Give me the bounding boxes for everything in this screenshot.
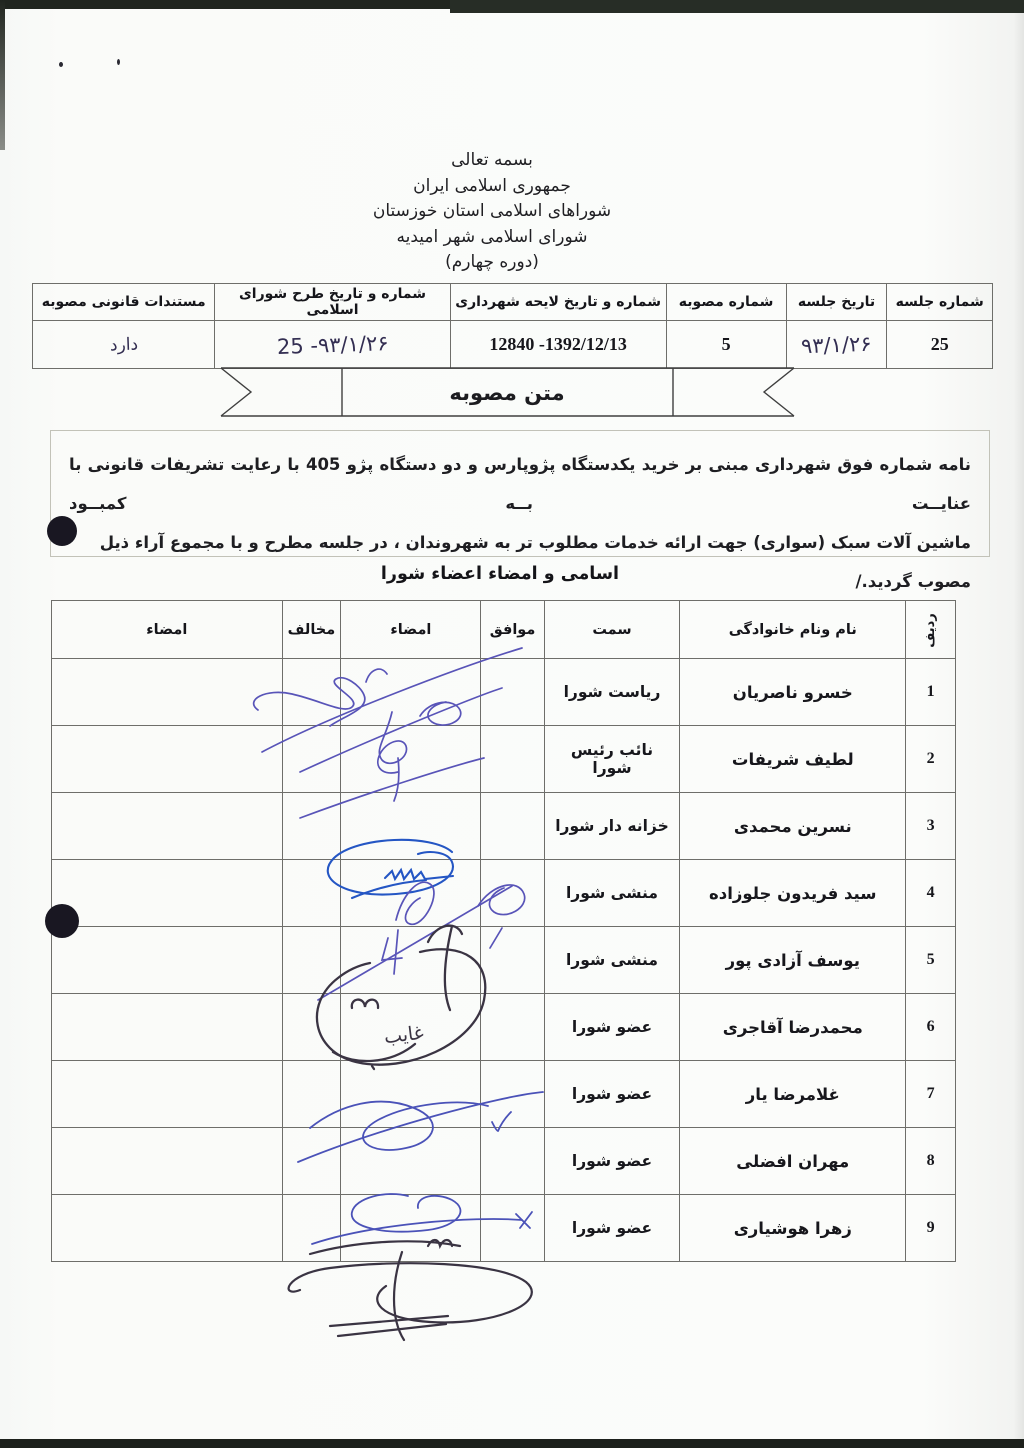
col-signature-disagree: امضاء bbox=[52, 601, 283, 659]
member-position: عضو شورا bbox=[544, 1061, 680, 1128]
ribbon-left-chevron-icon bbox=[221, 368, 251, 416]
member-name: خسرو ناصریان bbox=[680, 659, 906, 726]
member-name: زهرا هوشیاری bbox=[680, 1195, 906, 1262]
legal-docs-label: مستندات قانونی مصوبه bbox=[33, 284, 215, 321]
members-signature-table bbox=[51, 600, 956, 1262]
session-date-label: تاریخ جلسه bbox=[786, 284, 887, 321]
table-row: 9 زهرا هوشیاری عضو شورا bbox=[52, 1195, 956, 1262]
scan-edge-top-dark bbox=[450, 0, 1024, 13]
ribbon-right-chevron-icon bbox=[764, 368, 794, 416]
table-row: 1 خسرو ناصریان ریاست شورا bbox=[52, 659, 956, 726]
col-agree: موافق bbox=[481, 601, 544, 659]
council-plan-handwritten: ۹۳/۱/۲۶- 25 bbox=[276, 330, 389, 359]
member-name: مهران افضلی bbox=[680, 1128, 906, 1195]
absent-handwriting: غایب bbox=[382, 1021, 425, 1049]
table-row: 6 محمدرضا آقاجری عضو شورا bbox=[52, 994, 956, 1061]
col-row-number: ردیف bbox=[906, 601, 956, 659]
member-name: لطیف شریفات bbox=[680, 726, 906, 793]
members-section-title: اسامی و امضاء اعضاء شورا bbox=[380, 564, 620, 584]
resolution-number-value: 5 bbox=[721, 334, 731, 354]
member-name: نسرین محمدی bbox=[680, 793, 906, 860]
municipality-bill-label: شماره و تاریخ لایحه شهرداری bbox=[450, 284, 666, 321]
members-header-row bbox=[52, 601, 956, 659]
col-signature-agree: امضاء bbox=[341, 601, 481, 659]
col-disagree: مخالف bbox=[282, 601, 341, 659]
table-row: 7 غلامرضا یار عضو شورا bbox=[52, 1061, 956, 1128]
info-header-row bbox=[33, 284, 993, 321]
letterhead-line-basmala: بسمه تعالی bbox=[451, 150, 533, 170]
letterhead-line-term: (دوره چهارم) bbox=[445, 252, 539, 272]
member-position: منشی شورا bbox=[544, 927, 680, 994]
member-position: نائب رئیس شورا bbox=[544, 726, 680, 793]
session-info-table bbox=[32, 283, 993, 369]
resolution-banner-ribbon bbox=[215, 362, 800, 422]
member-position: منشی شورا bbox=[544, 860, 680, 927]
table-row: 4 سید فریدون جلوزاده منشی شورا bbox=[52, 860, 956, 927]
member-name: سید فریدون جلوزاده bbox=[680, 860, 906, 927]
letterhead-line-country: جمهوری اسلامی ایران bbox=[413, 175, 571, 196]
member-name: غلامرضا یار bbox=[680, 1061, 906, 1128]
letterhead bbox=[0, 148, 1004, 276]
ink-speck bbox=[117, 59, 120, 65]
legal-docs-handwritten: دارد bbox=[109, 334, 139, 355]
member-position: خزانه دار شورا bbox=[544, 793, 680, 860]
council-plan-label: شماره و تاریخ طرح شورای اسلامی bbox=[215, 284, 450, 321]
col-full-name: نام ونام خانوادگی bbox=[680, 601, 906, 659]
member-name: محمدرضا آقاجری bbox=[680, 994, 906, 1061]
ink-speck bbox=[59, 62, 63, 67]
member-position: عضو شورا bbox=[544, 994, 680, 1061]
table-row: 8 مهران افضلی عضو شورا bbox=[52, 1128, 956, 1195]
letterhead-line-province-councils: شوراهای اسلامی استان خوزستان bbox=[372, 201, 612, 221]
table-row: 5 یوسف آزادی پور منشی شورا bbox=[52, 927, 956, 994]
scan-edge-left bbox=[0, 0, 5, 150]
session-number-label: شماره جلسه bbox=[887, 284, 993, 321]
municipality-bill-value: 1392/12/13- 12840 bbox=[489, 334, 627, 354]
scan-edge-bottom bbox=[0, 1439, 1024, 1448]
col-position: سمت bbox=[544, 601, 680, 659]
letterhead-line-city-council: شورای اسلامی شهر امیدیه bbox=[396, 226, 588, 247]
member-position: عضو شورا bbox=[544, 1195, 680, 1262]
session-date-handwritten: ۹۳/۱/۲۶ bbox=[800, 331, 873, 358]
banner-title: متن مصوبه bbox=[449, 381, 565, 405]
table-row: 3 نسرین محمدی خزانه دار شورا bbox=[52, 793, 956, 860]
resolution-number-label: شماره مصوبه bbox=[666, 284, 786, 321]
member-name: یوسف آزادی پور bbox=[680, 927, 906, 994]
member-position: عضو شورا bbox=[544, 1128, 680, 1195]
resolution-line-1: نامه شماره فوق شهرداری مبنی بر خرید یکدستگاه پژوپارس و دو دستگاه پژو 405 با رعایت تشریفات قانونی با عنایــت بــه کمبــود bbox=[69, 455, 971, 513]
session-number-value: 25 bbox=[930, 334, 949, 354]
table-row: 2 لطیف شریفات نائب رئیس شورا bbox=[52, 726, 956, 793]
member-position: ریاست شورا bbox=[544, 659, 680, 726]
resolution-line-2: ماشین آلات سبک (سواری) جهت ارائه خدمات مطلوب تر به شهروندان ، در جلسه مطرح و با مجموع آراء ذیل مصوب گردید./ bbox=[99, 533, 971, 591]
